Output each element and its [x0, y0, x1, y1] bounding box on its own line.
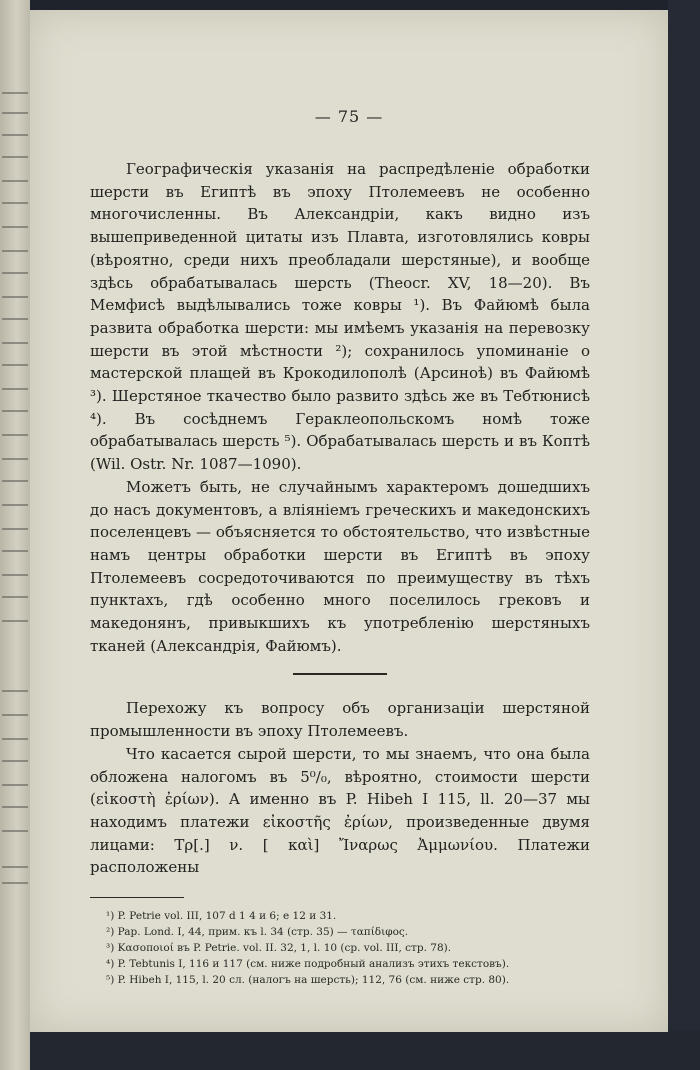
left-page-text-fragment [2, 866, 28, 868]
left-page-text-fragment [2, 342, 28, 344]
footnotes [90, 908, 590, 988]
footnote-3: ³) Κασοποιοί въ P. Petrie. vol. II. 32, 1, l. 10 (ср. vol. III, стр. 78). [106, 942, 452, 955]
left-page-text-fragment [2, 714, 28, 716]
left-page-text-fragment [2, 202, 28, 204]
footnote-4: ⁴) P. Tebtunis I, 116 и 117 (см. ниже подробный анализъ этихъ текстовъ). [106, 958, 510, 971]
left-page-text-fragment [2, 550, 28, 552]
footnote-5: ⁵) P. Hibeh I, 115, l. 20 сл. (налогъ на шерсть); 112, 76 (см. ниже стр. 80). [106, 974, 510, 987]
paragraph-organization: Перехожу къ вопросу объ организаціи шерстяной промышленности въ эпоху Птолемеевъ. [90, 699, 590, 741]
footnote-2: ²) Pap. Lond. I, 44, прим. къ l. 34 (стр. 35) — ταπίδιφος. [106, 926, 409, 939]
left-page-text-fragment [2, 180, 28, 182]
left-page-text-fragment [2, 504, 28, 506]
left-page-text-fragment [2, 410, 28, 412]
left-page-text-fragment [2, 434, 28, 436]
page-number: — 75 — [314, 107, 384, 126]
book-cover-top [30, 0, 700, 10]
section-divider [293, 673, 387, 675]
paragraph-raw-wool-tax: Что касается сырой шерсти, то мы знаемъ, что она была обложена налогомъ въ 5⁰/₀, вѣроятно, стоимости шерсти (εἰκοστὴ ἐρίων). А именно въ P. Hibeh I 115, ll. 20—37 мы находимъ платежи εἰκοστῆς ἐρίων, произведенные двумя лицами: Τρ[.] ν. [ καὶ] Ἴναρως Ἀμμωνίου. Платежи расположены [90, 744, 590, 877]
left-page-text-fragment [2, 92, 28, 94]
left-page-text-fragment [2, 784, 28, 786]
left-page-text-fragment [2, 620, 28, 622]
book-cover-bottom [30, 1030, 700, 1070]
left-page-text-fragment [2, 250, 28, 252]
left-page-text-fragment [2, 574, 28, 576]
paragraph-geography: Географическія указанія на распредѣленіе обработки шерсти въ Египтѣ въ эпоху Птолемеевъ не особенно многочисленны. Въ Александріи, какъ видно изъ вышеприведенной цитаты изъ Плавта, изготовлялись ковры (вѣроятно, среди нихъ преобладали шерстяные), и вообще здѣсь обрабатывалась шерсть (Theocr. XV, 18—20). Въ Мемфисѣ выдѣлывались тоже ковры ¹). Въ Файюмѣ была развита обработка шерсти: мы имѣемъ указанія на перевозку шерсти въ этой мѣстности ²); сохранилось упоминаніе о мастерской плащей въ Крокодилополѣ (Арсиноѣ) въ Файюмѣ ³). Шерстяное ткачество было развито здѣсь же въ Тебтюнисѣ ⁴). Въ сосѣднемъ Гераклеопольскомъ номѣ тоже обрабатывалась шерсть ⁵). Обрабатывалась шерсть и въ Коптѣ (Wil. Ostr. Nr. 1087—1090). [90, 160, 590, 474]
book-cover-right [668, 0, 700, 1070]
left-page-text-fragment [2, 364, 28, 366]
left-page-text-fragment [2, 388, 28, 390]
left-page-text-fragment [2, 296, 28, 298]
footnote-1: ¹) P. Petrie vol. III, 107 d 1 4 и 6; e 12 и 31. [106, 910, 337, 923]
left-page-text-fragment [2, 272, 28, 274]
left-page-text-fragment [2, 690, 28, 692]
left-page-edge [0, 0, 30, 1070]
left-page-text-fragment [2, 156, 28, 158]
left-page-text-fragment [2, 134, 28, 136]
left-page-text-fragment [2, 806, 28, 808]
left-page-text-fragment [2, 596, 28, 598]
book-page [30, 10, 668, 1032]
left-page-text-fragment [2, 882, 28, 884]
left-page-text-fragment [2, 528, 28, 530]
left-page-text-fragment [2, 226, 28, 228]
left-page-text-fragment [2, 318, 28, 320]
left-page-text-fragment [2, 738, 28, 740]
left-page-text-fragment [2, 480, 28, 482]
footnote-divider [90, 897, 184, 898]
page-body [90, 158, 590, 988]
paragraph-settlers: Можетъ быть, не случайнымъ характеромъ дошедшихъ до насъ документовъ, а вліяніемъ греческихъ и македонскихъ поселенцевъ — объясняется то обстоятельство, что извѣстные намъ центры обработки шерсти въ Египтѣ въ эпоху Птолемеевъ сосредоточиваются по преимуществу въ тѣхъ пунктахъ, гдѣ особенно много поселилось грековъ и македонянъ, привыкшихъ къ употребленію шерстяныхъ тканей (Александрія, Файюмъ). [90, 477, 590, 655]
left-page-text-fragment [2, 830, 28, 832]
left-page-text-fragment [2, 112, 28, 114]
left-page-text-fragment [2, 760, 28, 762]
left-page-text-fragment [2, 458, 28, 460]
